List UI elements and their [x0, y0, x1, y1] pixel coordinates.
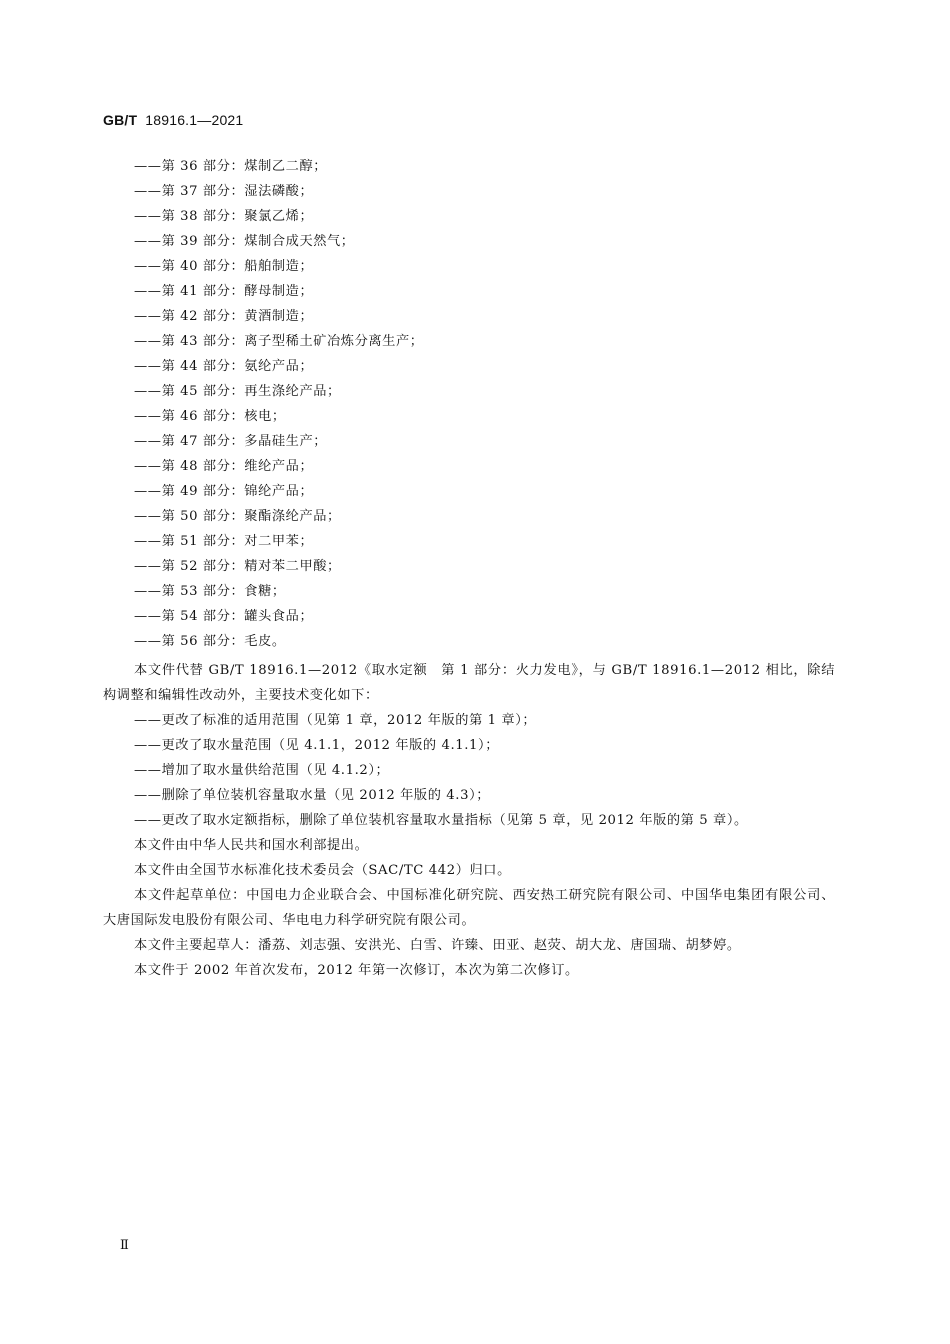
part-item: ——第 52 部分：精对苯二甲酸； [134, 559, 341, 574]
change-item: ——增加了取水量供给范围（见 4.1.2）； [134, 763, 390, 778]
proposed-paragraph: 本文件由中华人民共和国水利部提出。 [134, 838, 369, 853]
part-item: ——第 37 部分：湿法磷酸； [134, 184, 314, 199]
part-item: ——第 56 部分：毛皮。 [134, 634, 286, 649]
document-header [103, 112, 243, 128]
part-item: ——第 47 部分：多晶硅生产； [134, 434, 328, 449]
part-item: ——第 44 部分：氨纶产品； [134, 359, 314, 374]
parts-list [134, 154, 424, 654]
part-item: ——第 50 部分：聚酯涤纶产品； [134, 509, 341, 524]
centralized-paragraph: 本文件由全国节水标准化技术委员会（SAC/TC 442）归口。 [134, 863, 511, 878]
part-item: ——第 46 部分：核电； [134, 409, 286, 424]
change-item: ——更改了取水量范围（见 4.1.1，2012 年版的 4.1.1）； [134, 738, 500, 753]
part-item: ——第 38 部分：聚氯乙烯； [134, 209, 314, 224]
part-item: ——第 43 部分：离子型稀土矿冶炼分离生产； [134, 334, 424, 349]
replace-paragraph: 本文件代替 GB/T 18916.1—2012《取水定额 第 1 部分：火力发电》，与 GB/T 18916.1—2012 相比，除结构调整和编辑性改动外，主要技术变化如下： [103, 663, 835, 703]
part-item: ——第 39 部分：煤制合成天然气； [134, 234, 355, 249]
part-item: ——第 40 部分：船舶制造； [134, 259, 314, 274]
drafters-paragraph: 本文件主要起草人：潘荔、刘志强、安洪光、白雪、许臻、田亚、赵荧、胡大龙、唐国瑞、胡梦婷。 [134, 938, 741, 953]
standard-code: GB/T [103, 112, 138, 128]
part-item: ——第 45 部分：再生涤纶产品； [134, 384, 341, 399]
document-body [103, 658, 835, 983]
history-paragraph: 本文件于 2002 年首次发布，2012 年第一次修订，本次为第二次修订。 [134, 963, 579, 978]
part-item: ——第 49 部分：锦纶产品； [134, 484, 314, 499]
part-item: ——第 36 部分：煤制乙二醇； [134, 159, 328, 174]
part-item: ——第 53 部分：食糖； [134, 584, 286, 599]
change-item: ——更改了取水定额指标，删除了单位装机容量取水量指标（见第 5 章，见 2012 年版的第 5 章）。 [134, 813, 748, 828]
page-number: Ⅱ [120, 1238, 129, 1253]
part-item: ——第 42 部分：黄酒制造； [134, 309, 314, 324]
change-item: ——删除了单位装机容量取水量（见 2012 年版的 4.3）； [134, 788, 491, 803]
part-item: ——第 41 部分：酵母制造； [134, 284, 314, 299]
part-item: ——第 51 部分：对二甲苯； [134, 534, 314, 549]
standard-number: 18916.1—2021 [145, 112, 244, 128]
drafting-units-paragraph: 本文件起草单位：中国电力企业联合会、中国标准化研究院、西安热工研究院有限公司、中国华电集团有限公司、大唐国际发电股份有限公司、华电电力科学研究院有限公司。 [103, 888, 835, 928]
part-item: ——第 48 部分：维纶产品； [134, 459, 314, 474]
change-item: ——更改了标准的适用范围（见第 1 章，2012 年版的第 1 章）； [134, 713, 537, 728]
part-item: ——第 54 部分：罐头食品； [134, 609, 314, 624]
